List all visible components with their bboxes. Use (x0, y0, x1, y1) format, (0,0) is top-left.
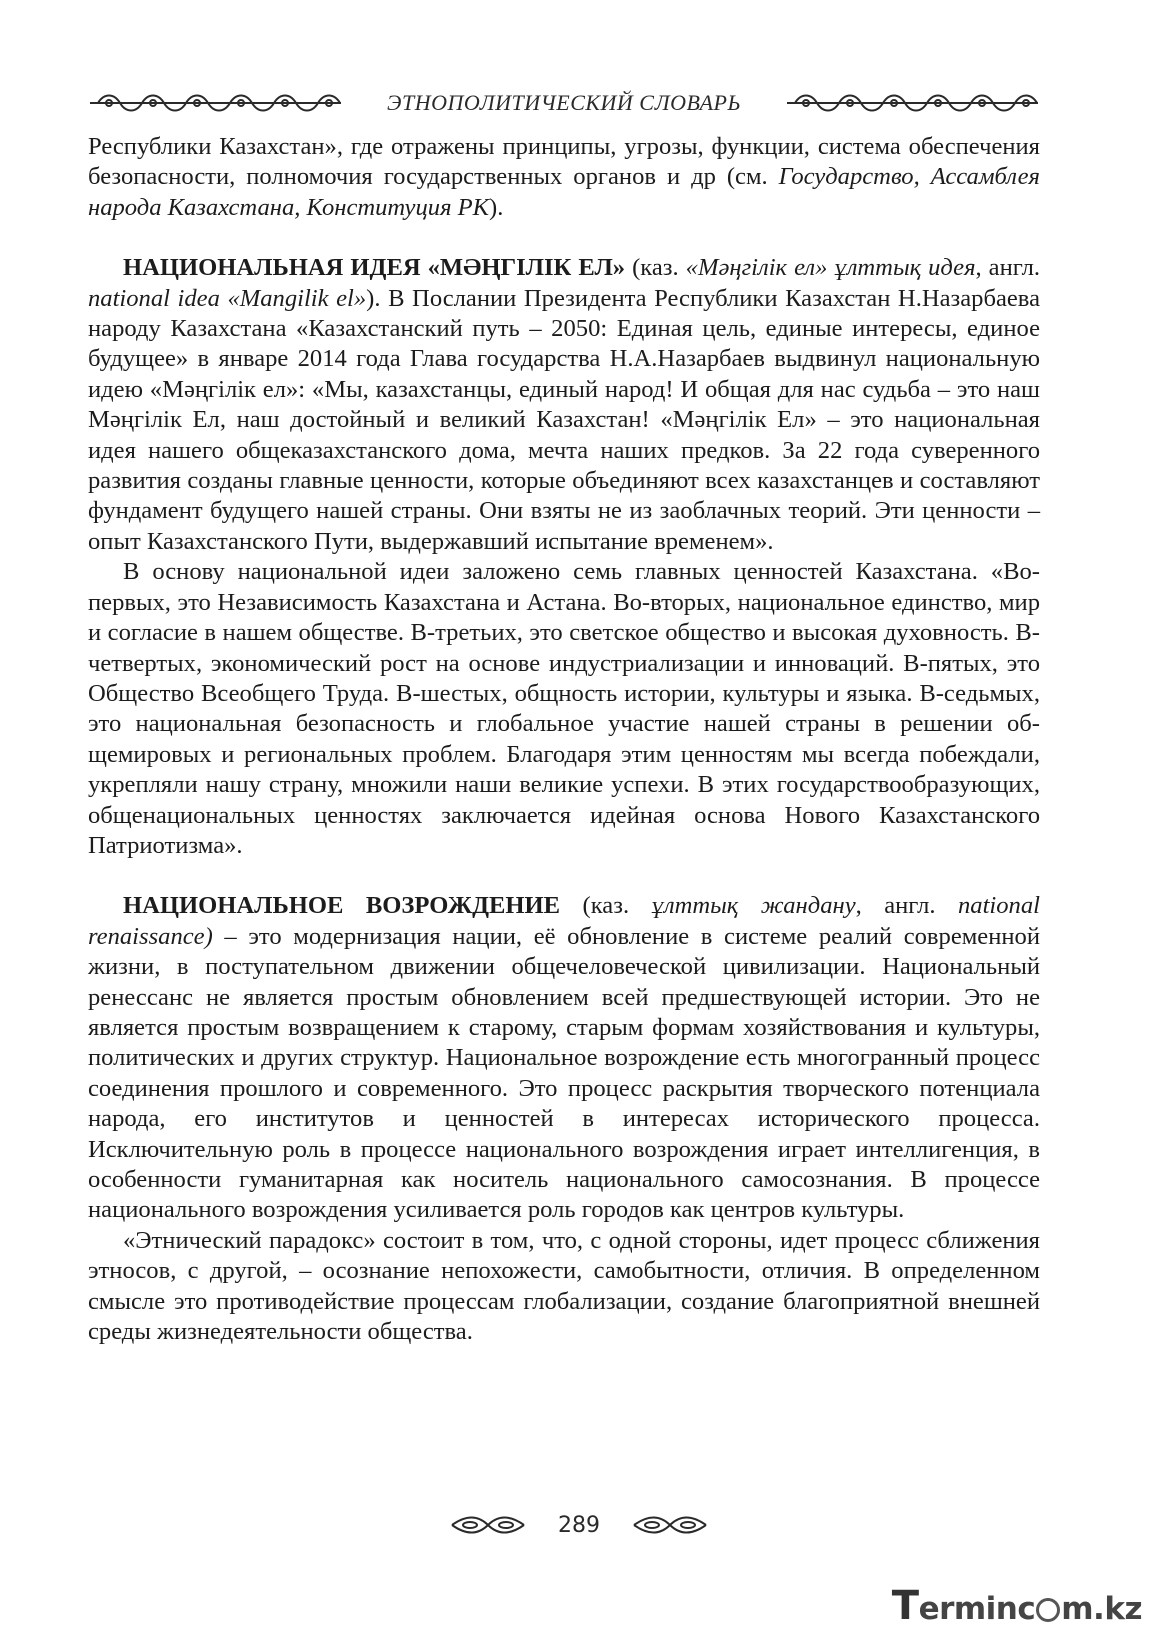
page-number: 289 (558, 1512, 600, 1538)
entry-headword: НАЦИОНАЛЬНОЕ ВОЗРОЖДЕНИЕ (123, 892, 561, 920)
site-watermark (892, 1583, 1142, 1629)
running-header-title: ЭТНОПОЛИТИЧЕСКИЙ СЛОВАРЬ (387, 90, 741, 115)
running-header (88, 86, 1040, 120)
footer-swirl-left-icon (448, 1513, 528, 1537)
entry-text: ). В Послании Президента Республики Казахстан Н.Назарбаева народу Казахстана «Казахстанский путь – 2050: Единая цель, единые интересы, единое будущее» в январе 2014 года Глава государства Н.А.Назарбаев выдвинул национальную идею «Мәңгілік ел»: «Мы, казахстанцы, единый народ! И общая для нас судьба – это наш Мәңгілік Ел, наш достойный и великий Казахстан! «Мәңгілік Ел» – это национальная идея нашего общеказахстанского дома, мечта наших предков. За 22 года суверенного развития созданы главные ценности, которые объединяют всех казахстанцев и составляют фундамент будущего нашей страны. Они взяты не из заоблачных теорий. Эти ценности – опыт Казахстанского Пути, выдержавший испытание временем». (88, 284, 1040, 555)
watermark-text: erminc (918, 1591, 1036, 1627)
entry-kazakh-term: ұлттық жандану (651, 892, 856, 920)
magnifier-icon (1036, 1598, 1060, 1622)
watermark-domain: m.kz (1061, 1591, 1142, 1627)
header-ornament-left-icon (88, 92, 343, 114)
page-footer (0, 1508, 1158, 1542)
entry-paragraph: «Этнический парадокс» состоит в том, что, с одной стороны, идет процесс сближения этносов, с другой, – осознание непохожести, самобытности, отличия. В определенном смысле это противодействие процессам глобализации, создание благоприятной внешней среды жизнедеятельности общества. (88, 1226, 1040, 1346)
intro-end: ). (489, 193, 504, 221)
page-body (88, 132, 1040, 1347)
watermark-initial: T (891, 1583, 919, 1629)
entry-english-term: national renaissance) (88, 892, 1040, 950)
footer-swirl-right-icon (630, 1513, 710, 1537)
entry-text: (каз. (560, 892, 652, 920)
intro-text: Республики Казахстан», где отражены принципы, угрозы, функции, система обеспечения безопасности, полномочия государственных органов и др (см. (88, 133, 1040, 191)
intro-paragraph (88, 132, 1040, 223)
entry-text: , англ. (855, 892, 958, 920)
entry-text: – это модернизация нации, её обновление в системе реалий современной жизни, в поступательном движении общечеловеческой цивилизации. Национальный ренессанс не является простым обновлением всей предшествующей истории. Это не является простым возвращением к старому, старым формам хозяйствования и культуры, политических и других структур. Национальное возрождение есть многогранный процесс соединения прошлого и современного. Это процесс раскрытия творческого потенциала народа, его институтов и ценностей в интересах исторического процесса. Исключительную роль в процессе национального возрождения играет интеллигенция, в особенности гуманитарная как носитель национального самосознания. В процессе национального возрождения усиливается роль городов как центров культуры. (88, 922, 1040, 1224)
header-ornament-right-icon (785, 92, 1040, 114)
entry-headword: НАЦИОНАЛЬНАЯ ИДЕЯ «МӘҢГІЛІК ЕЛ» (123, 254, 626, 282)
entry-kazakh-term: «Мәңгілік ел» ұлттық идея (685, 254, 976, 282)
entry-national-idea (88, 253, 1040, 557)
entry-paragraph: В основу национальной идеи заложено семь главных ценностей Казахстана. «Во-первых, это Независимость Казахстана и Астана. Во-вторых, национальное единство, мир и согласие в нашем обществе. В-третьих, это светское общество и высокая духовность. В-четвертых, экономический рост на основе индустриализации и инноваций. В-пятых, это Общество Всеобщего Труда. В-шестых, общность истории, культуры и языка. В-седьмых, это национальная безопасность и глобальное участие нашей страны в решении общемировых и региональных проблем. Благодаря этим ценностям мы всегда побеждали, укрепляли нашу страну, множили наши великие успехи. В этих государствообразующих, общенациональных ценностях заключается идейная основа Нового Казахстанского Патриотизма». (88, 558, 1040, 859)
intro-cross-reference: Государство, Ассамблея народа Казахстана, Конституция РК (88, 163, 1040, 221)
entry-text: , англ. (975, 254, 1040, 282)
entry-national-revival (88, 891, 1040, 1225)
entry-english-term: national idea «Mangilik el» (88, 284, 367, 312)
entry-text: (каз. (625, 254, 686, 282)
